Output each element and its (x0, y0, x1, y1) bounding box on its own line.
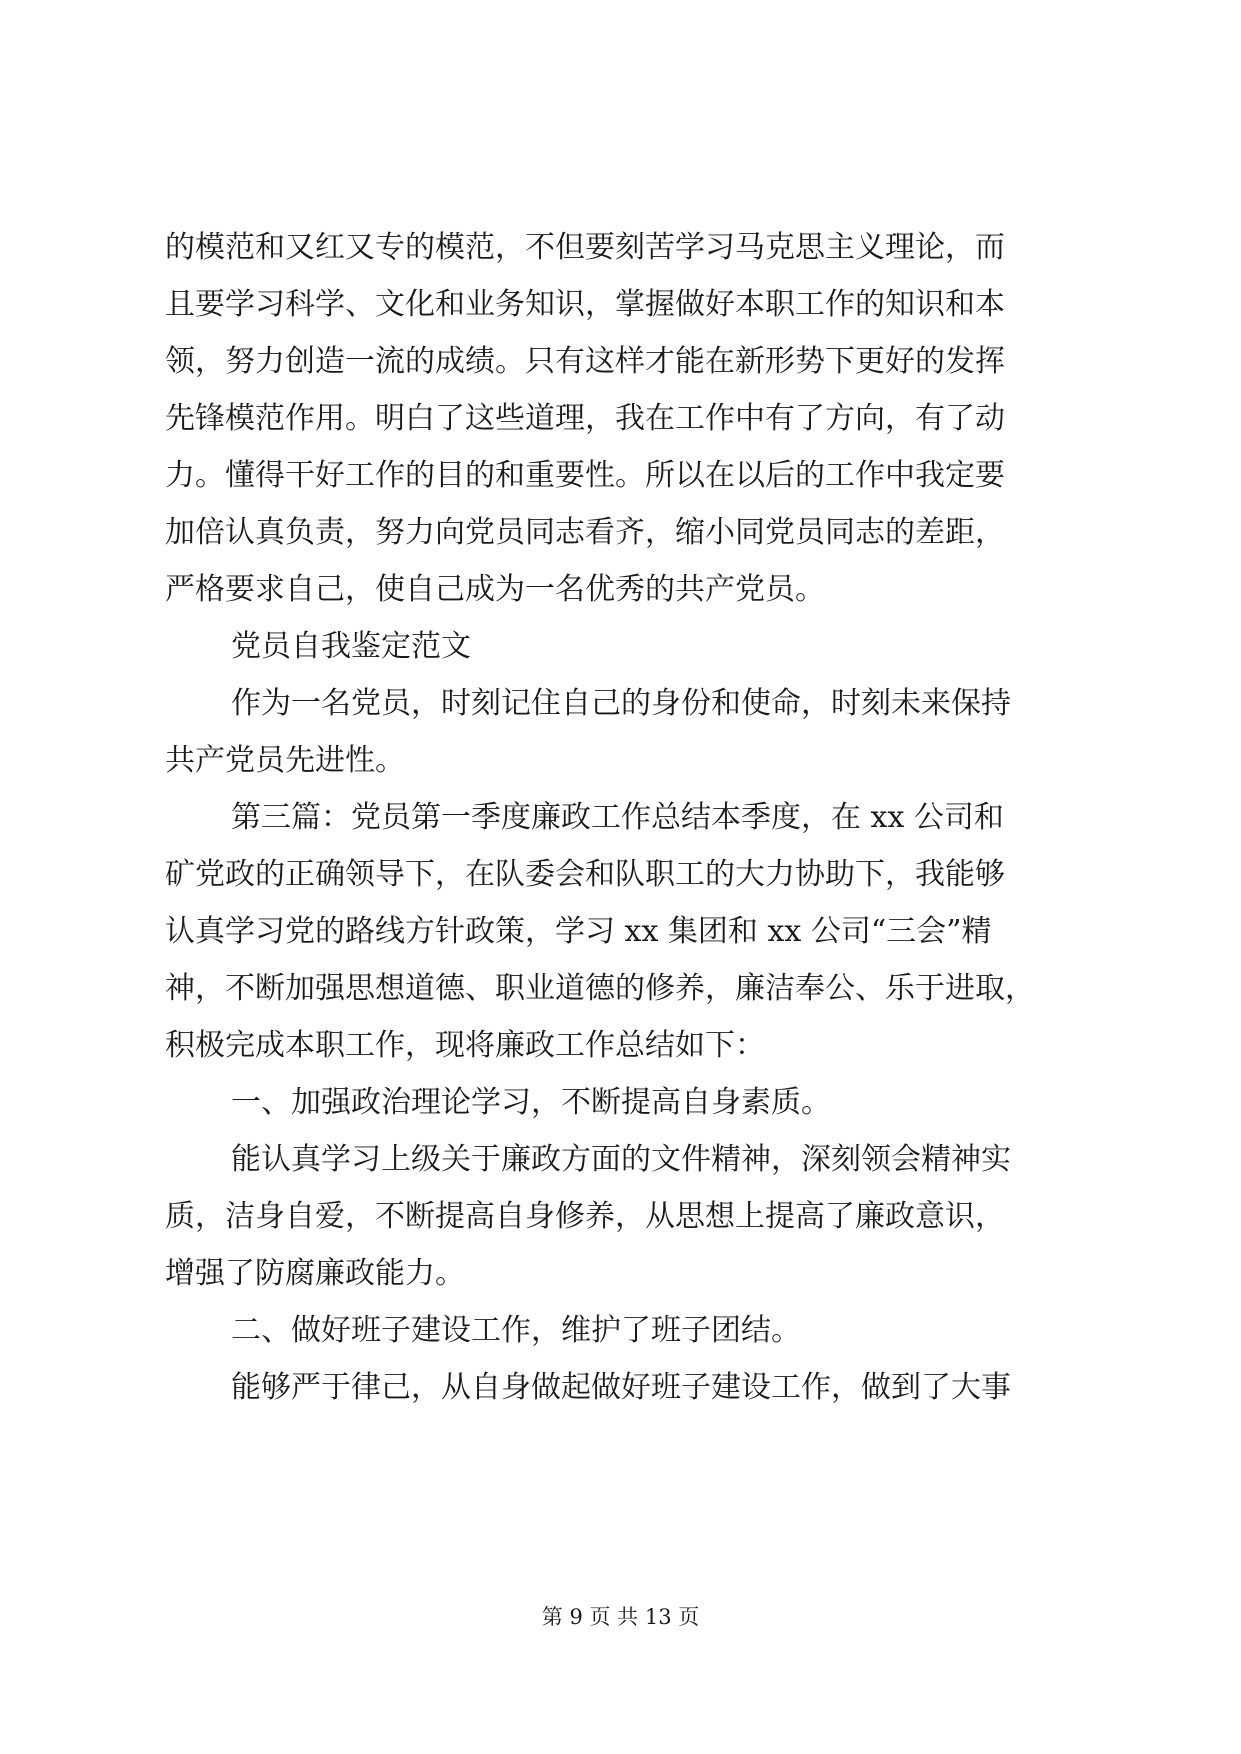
text-line: 的模范和又红又专的模范，不但要刻苦学习马克思主义理论，而 (165, 230, 1005, 265)
text-line: 认真学习党的路线方针政策，学习 xx 集团和 xx 公司“三会”精 (165, 914, 992, 949)
text-line: 作为一名党员，时刻记住自己的身份和使命，时刻未来保持 (231, 686, 1011, 721)
text-line: 第三篇：党员第一季度廉政工作总结本季度，在 xx 公司和 (231, 800, 1004, 835)
text-line: 能认真学习上级关于廉政方面的文件精神，深刻领会精神实 (231, 1142, 1011, 1177)
text-line: 力。懂得干好工作的目的和重要性。所以在以后的工作中我定要 (165, 458, 1005, 493)
page-number-footer: 第 9 页 共 13 页 (541, 1605, 700, 1629)
text-line: 质，洁身自爱，不断提高自身修养，从思想上提高了廉政意识， (165, 1199, 1005, 1234)
text-line: 矿党政的正确领导下，在队委会和队职工的大力协助下，我能够 (165, 857, 1005, 892)
text-line: 严格要求自己，使自己成为一名优秀的共产党员。 (165, 572, 825, 607)
text-line: 增强了防腐廉政能力。 (165, 1256, 465, 1291)
text-line: 且要学习科学、文化和业务知识，掌握做好本职工作的知识和本 (165, 287, 1005, 322)
text-line: 神，不断加强思想道德、职业道德的修养，廉洁奉公、乐于进取， (165, 971, 1035, 1006)
section-heading: 二、做好班子建设工作，维护了班子团结。 (231, 1313, 801, 1348)
text-line: 共产党员先进性。 (165, 743, 405, 778)
text-line: 先锋模范作用。明白了这些道理，我在工作中有了方向，有了动 (165, 401, 1005, 436)
text-line: 加倍认真负责，努力向党员同志看齐，缩小同党员同志的差距， (165, 515, 1005, 550)
section-heading: 党员自我鉴定范文 (231, 629, 471, 664)
text-line: 领，努力创造一流的成绩。只有这样才能在新形势下更好的发挥 (165, 344, 1005, 379)
text-line: 积极完成本职工作，现将廉政工作总结如下： (165, 1028, 765, 1063)
section-heading: 一、加强政治理论学习，不断提高自身素质。 (231, 1085, 831, 1120)
text-line: 能够严于律己，从自身做起做好班子建设工作，做到了大事 (231, 1370, 1011, 1405)
